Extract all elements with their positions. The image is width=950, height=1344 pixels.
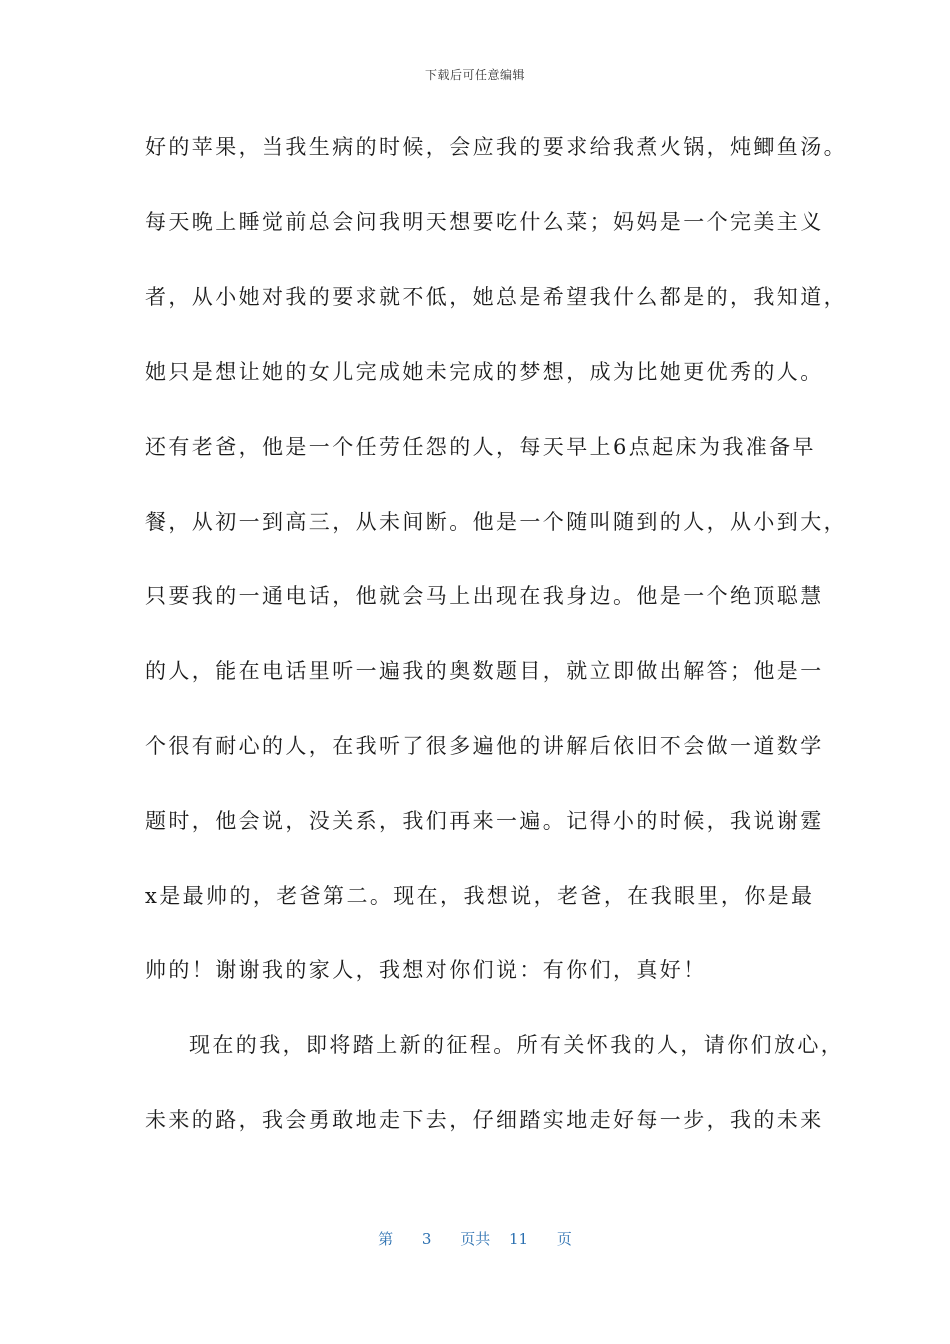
page-mid: 页共 <box>460 1230 491 1248</box>
body-line: 者，从小她对我的要求就不低，她总是希望我什么都是的，我知道， <box>145 285 847 309</box>
current-page-number: 3 <box>421 1230 432 1248</box>
body-line: 题时，他会说，没关系，我们再来一遍。记得小的时候，我说谢霆 <box>145 809 824 833</box>
page-header: 下载后可任意编辑 <box>424 68 525 82</box>
body-line: 帅的！谢谢我的家人，我想对你们说：有你们，真好！ <box>145 958 707 982</box>
page-footer <box>0 1228 950 1249</box>
page-suffix: 页 <box>556 1230 572 1248</box>
body-line: 只要我的一通电话，他就会马上出现在我身边。他是一个绝顶聪慧 <box>145 584 824 608</box>
paragraph-first-line: 现在的我，即将踏上新的征程。所有关怀我的人，请你们放心， <box>189 1033 845 1057</box>
body-line: 还有老爸，他是一个任劳任怨的人，每天早上6点起床为我准备早 <box>145 435 816 459</box>
page-prefix: 第 <box>378 1230 394 1248</box>
body-line: 的人，能在电话里听一遍我的奥数题目，就立即做出解答；他是一 <box>145 659 824 683</box>
body-line: x是最帅的，老爸第二。现在，我想说，老爸，在我眼里，你是最 <box>145 884 815 908</box>
body-line: 未来的路，我会勇敢地走下去，仔细踏实地走好每一步，我的未来 <box>145 1108 824 1132</box>
total-page-count: 11 <box>509 1230 529 1248</box>
body-line: 好的苹果，当我生病的时候，会应我的要求给我煮火锅，炖鲫鱼汤。 <box>145 135 847 159</box>
body-line: 每天晚上睡觉前总会问我明天想要吃什么菜；妈妈是一个完美主义 <box>145 210 824 234</box>
body-line: 餐，从初一到高三，从未间断。他是一个随叫随到的人，从小到大， <box>145 510 847 534</box>
body-line: 个很有耐心的人，在我听了很多遍他的讲解后依旧不会做一道数学 <box>145 734 824 758</box>
body-line: 她只是想让她的女儿完成她未完成的梦想，成为比她更优秀的人。 <box>145 360 824 384</box>
